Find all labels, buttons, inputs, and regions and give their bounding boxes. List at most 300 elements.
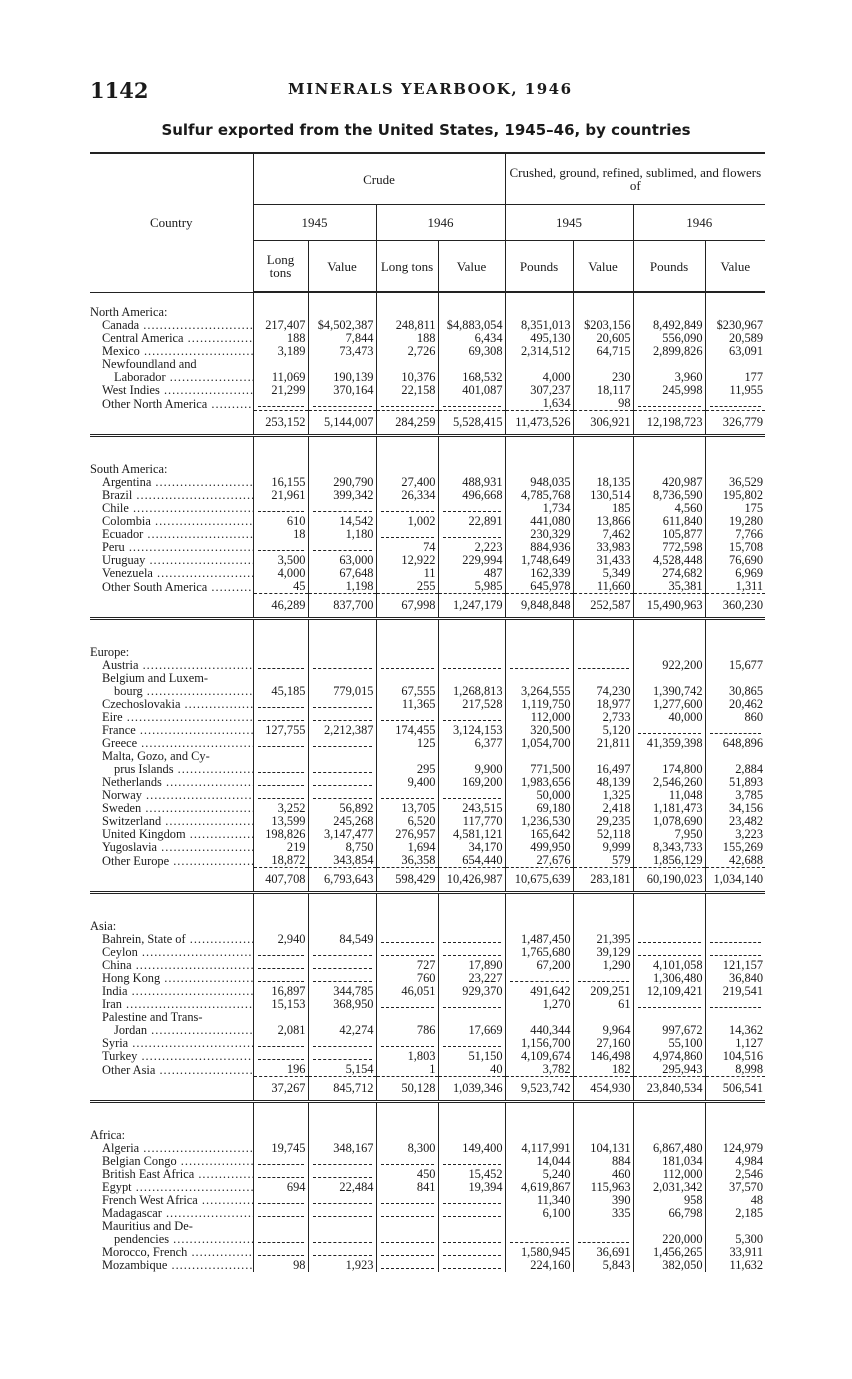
- value-cell: 31,433: [573, 554, 633, 567]
- value-cell: 22,158: [376, 384, 438, 397]
- empty-dash: [258, 779, 304, 786]
- value-cell: 4,000: [253, 567, 308, 580]
- table-row: [90, 345, 765, 358]
- row-label: Austria .....: [102, 659, 253, 672]
- value-cell: 73,473: [308, 345, 376, 358]
- row-label: Netherlands .....: [102, 776, 253, 789]
- value-cell: 1,236,530: [505, 815, 573, 828]
- row-label: Norway .....: [102, 789, 253, 802]
- country-name: [90, 776, 253, 789]
- value-cell: [438, 920, 505, 933]
- country-name: [90, 659, 253, 672]
- empty-dash: [443, 1040, 501, 1047]
- value-cell: 1,277,600: [633, 698, 705, 711]
- country-name: [90, 711, 253, 724]
- value-cell: 1,290: [573, 959, 633, 972]
- value-cell: 1,390,742: [633, 685, 705, 698]
- table-row: [90, 1024, 765, 1037]
- empty-dash: [313, 544, 372, 551]
- value-cell: 4,109,674: [505, 1050, 573, 1063]
- country-name: [90, 567, 253, 580]
- value-cell: 6,377: [438, 737, 505, 750]
- value-cell: 8,351,013: [505, 319, 573, 332]
- value-cell: 1,765,680: [505, 946, 573, 959]
- country-name: [90, 1220, 253, 1233]
- value-cell: [705, 998, 765, 1011]
- empty-dash: [381, 400, 434, 407]
- empty-dash: [258, 1040, 304, 1047]
- value-cell: 12,109,421: [633, 985, 705, 998]
- value-cell: 188: [376, 332, 438, 345]
- value-cell: 7,462: [573, 528, 633, 541]
- value-cell: [376, 659, 438, 672]
- country-name: [90, 319, 253, 332]
- value-cell: [633, 920, 705, 933]
- value-cell: 16,897: [253, 985, 308, 998]
- row-label: Brazil .....: [102, 489, 253, 502]
- country-name: [90, 946, 253, 959]
- row-label: Malta, Gozo, and Cy-: [102, 750, 210, 763]
- value-cell: 837,700: [308, 594, 376, 619]
- empty-dash: [638, 727, 701, 734]
- empty-dash: [313, 1053, 372, 1060]
- value-cell: [253, 1220, 308, 1233]
- country-name: [90, 1024, 253, 1037]
- value-cell: 40,000: [633, 711, 705, 724]
- value-cell: 4,619,867: [505, 1181, 573, 1194]
- empty-dash: [443, 531, 501, 538]
- value-cell: 2,223: [438, 541, 505, 554]
- value-cell: [253, 1037, 308, 1050]
- sulfur-export-table: [90, 152, 765, 1272]
- value-cell: 495,130: [505, 332, 573, 345]
- row-label: Czechoslovakia .....: [102, 698, 253, 711]
- country-name: [90, 959, 253, 972]
- value-cell: 645,978: [505, 580, 573, 594]
- value-cell: 245,268: [308, 815, 376, 828]
- value-cell: 23,840,534: [633, 1077, 705, 1102]
- value-cell: [376, 1233, 438, 1246]
- value-cell: 1,694: [376, 841, 438, 854]
- value-cell: 1,198: [308, 580, 376, 594]
- value-cell: [253, 646, 308, 659]
- value-cell: 243,515: [438, 802, 505, 815]
- country-name: [90, 1155, 253, 1168]
- value-cell: 230: [573, 371, 633, 384]
- value-cell: 22,891: [438, 515, 505, 528]
- value-cell: [573, 659, 633, 672]
- empty-dash: [710, 727, 762, 734]
- country-header: Country: [90, 153, 253, 292]
- empty-dash: [578, 975, 629, 982]
- value-cell: 1,180: [308, 528, 376, 541]
- table-row: [90, 854, 765, 868]
- value-cell: 454,930: [573, 1077, 633, 1102]
- pounds-header: Pounds: [633, 241, 705, 293]
- value-cell: 1,119,750: [505, 698, 573, 711]
- table-row: [90, 985, 765, 998]
- value-cell: [308, 1207, 376, 1220]
- value-cell: [705, 397, 765, 411]
- value-cell: 69,308: [438, 345, 505, 358]
- value-cell: 284,259: [376, 411, 438, 436]
- table-row: [90, 1207, 765, 1220]
- value-cell: 306,921: [573, 411, 633, 436]
- value-cell: 860: [705, 711, 765, 724]
- value-cell: 6,520: [376, 815, 438, 828]
- value-cell: 8,736,590: [633, 489, 705, 502]
- value-cell: 1,054,700: [505, 737, 573, 750]
- value-cell: 74: [376, 541, 438, 554]
- row-label: Turkey .....: [102, 1050, 253, 1063]
- value-cell: 8,300: [376, 1142, 438, 1155]
- empty-dash: [258, 662, 304, 669]
- value-cell: 390: [573, 1194, 633, 1207]
- value-cell: 155,269: [705, 841, 765, 854]
- value-cell: 15,452: [438, 1168, 505, 1181]
- value-cell: 5,240: [505, 1168, 573, 1181]
- value-cell: 2,546: [705, 1168, 765, 1181]
- value-cell: 63,091: [705, 345, 765, 358]
- value-cell: 1,306,480: [633, 972, 705, 985]
- value-cell: 27,400: [376, 476, 438, 489]
- row-label: Jordan .....: [114, 1024, 253, 1037]
- country-name: [90, 672, 253, 685]
- value-cell: 39,129: [573, 946, 633, 959]
- empty-dash: [443, 1210, 501, 1217]
- crushed-1946-header: 1946: [633, 205, 765, 241]
- value-cell: 958: [633, 1194, 705, 1207]
- value-cell: 248,811: [376, 319, 438, 332]
- value-cell: 11: [376, 567, 438, 580]
- empty-dash: [258, 1171, 304, 1178]
- empty-dash: [510, 1236, 569, 1243]
- value-cell: 335: [573, 1207, 633, 1220]
- value-cell: 290,790: [308, 476, 376, 489]
- country-name: [90, 1011, 253, 1024]
- country-name: [90, 502, 253, 515]
- row-label: Belgian Congo .....: [102, 1155, 253, 1168]
- row-label: India .....: [102, 985, 253, 998]
- value-cell: 45,185: [253, 685, 308, 698]
- value-cell: 174,455: [376, 724, 438, 737]
- row-label: Asia:: [90, 920, 117, 933]
- value-cell: 20,462: [705, 698, 765, 711]
- value-cell: 61: [573, 998, 633, 1011]
- value-cell: [438, 998, 505, 1011]
- value-cell: 50,000: [505, 789, 573, 802]
- value-cell: 45: [253, 580, 308, 594]
- value-cell: 370,164: [308, 384, 376, 397]
- country-name: [90, 985, 253, 998]
- country-name: [90, 698, 253, 711]
- empty-dash: [313, 962, 372, 969]
- value-cell: [376, 397, 438, 411]
- value-cell: 21,299: [253, 384, 308, 397]
- country-name: [90, 815, 253, 828]
- value-cell: 401,087: [438, 384, 505, 397]
- value-cell: 3,960: [633, 371, 705, 384]
- value-cell: 6,100: [505, 1207, 573, 1220]
- crude-1945-header: 1945: [253, 205, 376, 241]
- empty-dash: [313, 1158, 372, 1165]
- value-cell: 14,044: [505, 1155, 573, 1168]
- value-cell: 368,950: [308, 998, 376, 1011]
- value-cell: 648,896: [705, 737, 765, 750]
- empty-dash: [258, 949, 304, 956]
- value-cell: 219,541: [705, 985, 765, 998]
- value-cell: 66,798: [633, 1207, 705, 1220]
- value-cell: [253, 946, 308, 959]
- value-cell: 229,994: [438, 554, 505, 567]
- value-cell: $4,883,054: [438, 319, 505, 332]
- empty-dash: [710, 949, 762, 956]
- row-label: Africa:: [90, 1129, 126, 1142]
- empty-dash: [443, 505, 501, 512]
- empty-dash: [443, 1262, 501, 1269]
- value-cell: 50,128: [376, 1077, 438, 1102]
- row-label: Yugoslavia .....: [102, 841, 253, 854]
- empty-dash: [443, 1158, 501, 1165]
- empty-dash: [381, 662, 434, 669]
- row-label: Iran .....: [102, 998, 253, 1011]
- value-cell: [438, 933, 505, 946]
- value-cell: 46,051: [376, 985, 438, 998]
- value-cell: 407,708: [253, 868, 308, 893]
- value-cell: 441,080: [505, 515, 573, 528]
- empty-dash: [443, 949, 501, 956]
- value-cell: [253, 698, 308, 711]
- table-row: [90, 737, 765, 750]
- value-cell: 2,185: [705, 1207, 765, 1220]
- value-cell: [633, 998, 705, 1011]
- table-row: [90, 998, 765, 1011]
- table-row: [90, 659, 765, 672]
- value-cell: 786: [376, 1024, 438, 1037]
- value-cell: 1,156,700: [505, 1037, 573, 1050]
- country-name: [90, 489, 253, 502]
- value-cell: 5,300: [705, 1233, 765, 1246]
- empty-dash: [258, 1053, 304, 1060]
- value-cell: 3,785: [705, 789, 765, 802]
- value-cell: 15,153: [253, 998, 308, 1011]
- value-cell: 48: [705, 1194, 765, 1207]
- spacer-row: [90, 1102, 765, 1117]
- value-cell: 124,979: [705, 1142, 765, 1155]
- value-cell: [308, 646, 376, 659]
- value-cell: 841: [376, 1181, 438, 1194]
- value-cell: 56,892: [308, 802, 376, 815]
- value-cell: 556,090: [633, 332, 705, 345]
- value-cell: 252,587: [573, 594, 633, 619]
- row-label: Algeria .....: [102, 1142, 253, 1155]
- value-cell: 169,200: [438, 776, 505, 789]
- row-label: Peru .....: [102, 541, 253, 554]
- value-cell: 18,977: [573, 698, 633, 711]
- value-cell: 1,325: [573, 789, 633, 802]
- value-cell: 7,766: [705, 528, 765, 541]
- value-cell: 1,983,656: [505, 776, 573, 789]
- value-cell: 1,580,945: [505, 1246, 573, 1259]
- row-label: Other South America .....: [102, 580, 253, 594]
- value-cell: [505, 659, 573, 672]
- table-row: [90, 384, 765, 397]
- value-cell: 360,230: [705, 594, 765, 619]
- value-cell: 1,181,473: [633, 802, 705, 815]
- empty-dash: [313, 714, 372, 721]
- value-cell: 2,726: [376, 345, 438, 358]
- value-cell: [253, 959, 308, 972]
- value-cell: 10,426,987: [438, 868, 505, 893]
- value-header: Value: [438, 241, 505, 293]
- value-cell: [573, 1220, 633, 1233]
- value-cell: 5,154: [308, 1063, 376, 1077]
- value-cell: 307,237: [505, 384, 573, 397]
- empty-dash: [443, 400, 501, 407]
- value-cell: [308, 397, 376, 411]
- table-row: [90, 489, 765, 502]
- value-cell: [308, 946, 376, 959]
- value-cell: 2,081: [253, 1024, 308, 1037]
- value-cell: [308, 1194, 376, 1207]
- region-row: [90, 920, 765, 933]
- empty-dash: [443, 936, 501, 943]
- value-cell: 48,139: [573, 776, 633, 789]
- value-cell: 3,252: [253, 802, 308, 815]
- value-cell: 1,856,129: [633, 854, 705, 868]
- value-cell: 121,157: [705, 959, 765, 972]
- row-label: Mexico .....: [102, 345, 253, 358]
- value-cell: 74,230: [573, 685, 633, 698]
- value-cell: [253, 737, 308, 750]
- row-label: pendencies .....: [114, 1233, 253, 1246]
- value-cell: 3,189: [253, 345, 308, 358]
- row-label: Venezuela .....: [102, 567, 253, 580]
- subtotal-row: [90, 1077, 765, 1102]
- row-label: Mauritius and De-: [102, 1220, 193, 1233]
- row-label: Newfoundland and: [102, 358, 197, 371]
- value-cell: [376, 1220, 438, 1233]
- value-cell: 9,999: [573, 841, 633, 854]
- country-name: [90, 685, 253, 698]
- empty-dash: [638, 949, 701, 956]
- value-cell: 1,034,140: [705, 868, 765, 893]
- value-cell: 3,147,477: [308, 828, 376, 841]
- value-cell: [253, 397, 308, 411]
- value-cell: 174,800: [633, 763, 705, 776]
- value-cell: 491,642: [505, 985, 573, 998]
- value-cell: 182: [573, 1063, 633, 1077]
- country-name: [90, 371, 253, 384]
- empty-dash: [443, 1236, 501, 1243]
- country-name: [90, 384, 253, 397]
- empty-dash: [381, 1249, 434, 1256]
- row-label: Chile .....: [102, 502, 253, 515]
- value-cell: 15,677: [705, 659, 765, 672]
- value-cell: 23,482: [705, 815, 765, 828]
- value-cell: 1,634: [505, 397, 573, 411]
- country-name: [90, 854, 253, 868]
- empty-dash: [381, 792, 434, 799]
- value-cell: 2,899,826: [633, 345, 705, 358]
- value-cell: 37,570: [705, 1181, 765, 1194]
- value-cell: 496,668: [438, 489, 505, 502]
- empty-dash: [313, 1040, 372, 1047]
- row-label: Uruguay .....: [102, 554, 253, 567]
- empty-dash: [381, 949, 434, 956]
- empty-dash: [578, 662, 629, 669]
- region-name: [90, 1129, 253, 1142]
- value-cell: 21,811: [573, 737, 633, 750]
- country-name: [90, 828, 253, 841]
- value-header: Value: [705, 241, 765, 293]
- empty-dash: [258, 1197, 304, 1204]
- value-cell: 1,923: [308, 1259, 376, 1272]
- value-cell: 104,131: [573, 1142, 633, 1155]
- value-cell: 12,198,723: [633, 411, 705, 436]
- value-cell: [705, 920, 765, 933]
- empty-dash: [313, 949, 372, 956]
- value-cell: 2,546,260: [633, 776, 705, 789]
- value-cell: 230,329: [505, 528, 573, 541]
- row-label: United Kingdom .....: [102, 828, 253, 841]
- country-name: [90, 789, 253, 802]
- country-name: [90, 763, 253, 776]
- value-cell: [376, 933, 438, 946]
- value-cell: 326,779: [705, 411, 765, 436]
- value-cell: [376, 1259, 438, 1272]
- value-cell: 1,456,265: [633, 1246, 705, 1259]
- empty-dash: [443, 662, 501, 669]
- value-cell: 9,964: [573, 1024, 633, 1037]
- value-cell: [253, 763, 308, 776]
- row-label: Greece .....: [102, 737, 253, 750]
- country-name: [90, 1233, 253, 1246]
- value-cell: 18: [253, 528, 308, 541]
- row-label: Bahrein, State of .....: [102, 933, 253, 946]
- value-cell: 5,985: [438, 580, 505, 594]
- value-cell: 11,048: [633, 789, 705, 802]
- subtotal-label: [90, 1077, 253, 1102]
- value-cell: 125: [376, 737, 438, 750]
- country-name: [90, 1246, 253, 1259]
- value-cell: 63,000: [308, 554, 376, 567]
- country-name: [90, 1259, 253, 1272]
- row-label: France .....: [102, 724, 253, 737]
- table-row: [90, 1259, 765, 1272]
- empty-dash: [258, 1236, 304, 1243]
- value-cell: 9,523,742: [505, 1077, 573, 1102]
- value-cell: 11,340: [505, 1194, 573, 1207]
- value-cell: 4,974,860: [633, 1050, 705, 1063]
- value-cell: 34,170: [438, 841, 505, 854]
- value-cell: 611,840: [633, 515, 705, 528]
- table-row: [90, 776, 765, 789]
- value-cell: 11,365: [376, 698, 438, 711]
- empty-dash: [313, 701, 372, 708]
- value-cell: 1: [376, 1063, 438, 1077]
- value-cell: 579: [573, 854, 633, 868]
- value-cell: 67,200: [505, 959, 573, 972]
- empty-dash: [710, 1001, 762, 1008]
- value-cell: 37,267: [253, 1077, 308, 1102]
- value-cell: 175: [705, 502, 765, 515]
- country-name: [90, 802, 253, 815]
- value-cell: 198,826: [253, 828, 308, 841]
- empty-dash: [258, 975, 304, 982]
- value-cell: 487: [438, 567, 505, 580]
- value-cell: 7,950: [633, 828, 705, 841]
